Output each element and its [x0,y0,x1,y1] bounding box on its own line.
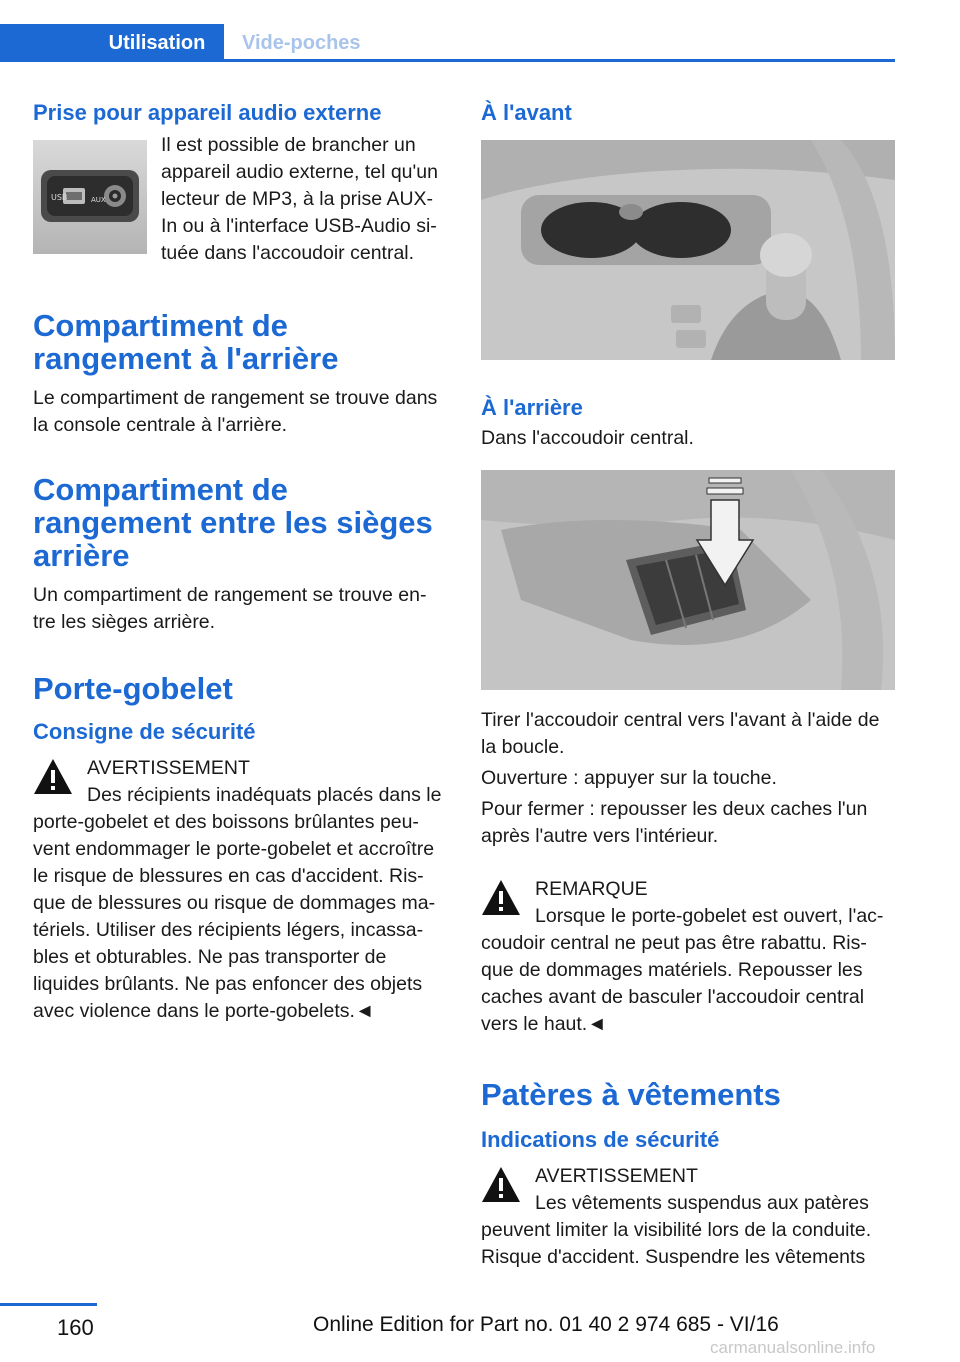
page-number: 160 [57,1315,94,1340]
audio-socket-image [33,140,147,254]
aux-label: AUX [91,196,106,204]
note-heading: REMARQUE [535,878,648,900]
header-rule [224,59,895,62]
warning-triangle-icon [481,878,521,918]
between-seats-text: Un compartiment de rangement se trouve en-tre les sièges arrière. [33,584,427,633]
close-text: Pour fermer : repousser les deux caches l'un après l'autre vers l'intérieur. [481,798,868,847]
section-title-audio: Prise pour appareil audio externe [33,100,382,125]
usb-label: USB [51,193,68,202]
header-tabs [0,0,895,62]
left-column [33,100,449,1025]
audio-text: Il est possible de brancher un appareil audio externe, tel qu'un lecteur de MP3, à la prise AUX-In ou à l'interface USB-Audio si-tuée dans l'accoudoir central. [161,134,438,264]
warning-triangle-icon [33,757,73,797]
rear-armrest-image [481,470,895,690]
warning-triangle-icon [481,1165,521,1205]
safety-subtitle: Consigne de sécurité [33,719,256,744]
warning-block [33,755,449,1025]
warning-block-2 [481,1163,895,1271]
footer-rule [0,1303,97,1306]
note-block [481,876,895,1038]
note-text: Lorsque le porte-gobelet est ouvert, l'ac-coudoir central ne peut pas être rabattu. Ris-que de dommages matériels. Repousser les caches avant de basculer l'accoudoir central vers le haut.◄ [481,905,884,1035]
safety-indications-subtitle: Indications de sécurité [481,1127,720,1152]
section-title-hooks: Patères à vêtements [481,1077,781,1112]
rear-text: Dans l'accoudoir central. [481,427,694,449]
open-text: Ouverture : appuyer sur la touche. [481,767,777,789]
section-title-cupholder: Porte-gobelet [33,671,233,706]
warning-text: Des récipients inadéquats placés dans le porte-gobelet et des boissons brûlantes peu-vent endommager le porte-gobelet et accroître le risque de blessures en cas d'accident. Ris-que de blessures ou risque de dommages ma-tériels. Utiliser des récipients légers, incassa-bles et obturables. Ne pas transporter de liquides brûlants. Ne pas enfoncer des objets avec violence dans le porte-gobelets.◄ [33,784,442,1022]
warning-text-2: Les vêtements suspendus aux patères peuvent limiter la visibilité lors de la conduite. Risque d'accident. Suspendre les vêtements [481,1192,872,1268]
front-cupholder-image [481,140,895,360]
tab-vide-poches[interactable]: Vide-poches [242,31,361,54]
rear-storage-text: Le compartiment de rangement se trouve dans la console centrale à l'arrière. [33,387,438,436]
section-title-rear-storage: Compartiment de rangement à l'arrière [33,308,339,376]
section-title-between-seats: Compartiment de rangement entre les sièges arrière [33,472,433,573]
tab-utilisation[interactable]: Utilisation [0,24,224,62]
warning-heading-2: AVERTISSEMENT [535,1165,698,1187]
pull-armrest-text: Tirer l'accoudoir central vers l'avant à l'aide de la boucle. [481,709,880,758]
watermark: carmanualsonline.info [710,1338,876,1357]
right-column [481,100,895,1271]
warning-heading: AVERTISSEMENT [87,757,250,779]
rear-title: À l'arrière [481,395,583,420]
audio-section [33,132,449,267]
front-title: À l'avant [481,100,572,125]
edition-line: Online Edition for Part no. 01 40 2 974 685 - VI/16 [313,1313,779,1336]
